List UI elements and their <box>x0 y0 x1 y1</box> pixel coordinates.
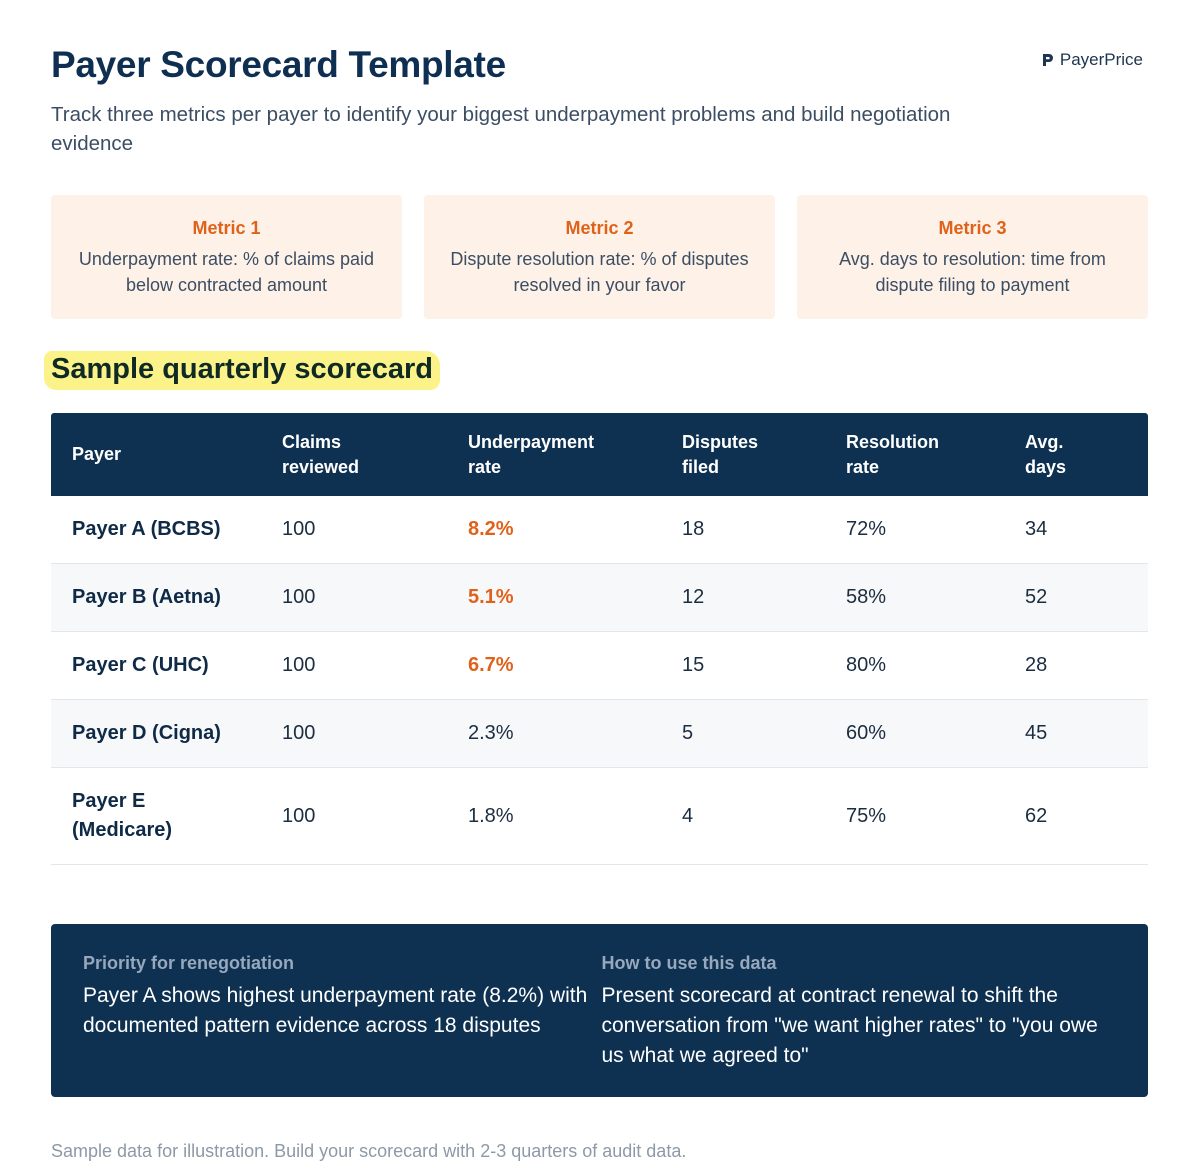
claims-reviewed: 100 <box>282 722 316 744</box>
underpayment-rate: 8.2% <box>468 518 514 540</box>
column-header-resolution: Resolution rate <box>846 431 939 477</box>
disputes-filed: 4 <box>682 804 694 827</box>
avg-days: 52 <box>1025 586 1048 608</box>
avg-days: 34 <box>1025 518 1048 540</box>
payer-name: Payer C (UHC) <box>72 654 209 676</box>
metric-title: Metric 1 <box>192 218 261 238</box>
resolution-rate: 72% <box>846 518 887 540</box>
usage-text: Present scorecard at contract renewal to shift the conversation from "we want higher rates" to "you owe us what we agreed to" <box>601 984 1098 1067</box>
logo-text: PayerPrice <box>1059 50 1143 69</box>
claims-reviewed: 100 <box>282 518 316 540</box>
resolution-rate: 60% <box>846 722 887 744</box>
table-row <box>51 768 1148 865</box>
metric-description: Underpayment rate: % of claims paid below contracted amount <box>78 249 375 295</box>
column-header-payer: Payer <box>72 444 122 464</box>
payer-name: Payer A (BCBS) <box>72 518 221 540</box>
avg-days: 28 <box>1025 654 1048 676</box>
disputes-filed: 15 <box>682 654 705 676</box>
payer-name: Payer E (Medicare) <box>72 790 173 841</box>
disputes-filed: 12 <box>682 586 705 608</box>
disputes-filed: 18 <box>682 518 705 540</box>
underpayment-rate: 1.8% <box>468 804 514 827</box>
priority-text: Payer A shows highest underpayment rate (8.2%) with documented pattern evidence across 18 disputes <box>83 984 588 1037</box>
metric-title: Metric 3 <box>938 218 1007 238</box>
metric-description: Avg. days to resolution: time from dispute filing to payment <box>839 249 1106 295</box>
payer-name: Payer D (Cigna) <box>72 722 221 744</box>
brand-logo <box>1042 50 1143 70</box>
usage-column <box>598 953 1117 1097</box>
avg-days: 45 <box>1025 722 1048 744</box>
resolution-rate: 80% <box>846 654 887 676</box>
payerprice-logo-icon <box>1042 53 1054 67</box>
section-title: Sample quarterly scorecard <box>44 351 440 390</box>
metric-title: Metric 2 <box>565 218 634 238</box>
column-header-disputes: Disputes filed <box>682 431 759 477</box>
payer-name: Payer B (Aetna) <box>72 586 221 608</box>
table-header <box>51 413 1148 496</box>
page-subtitle: Track three metrics per payer to identify your biggest underpayment problems and build negotiation evidence <box>51 103 951 155</box>
footnote: Sample data for illustration. Build your scorecard with 2-3 quarters of audit data. <box>51 1141 687 1161</box>
table-row <box>51 700 1148 768</box>
page-title: Payer Scorecard Template <box>51 44 506 85</box>
scorecard-table <box>51 413 1148 865</box>
underpayment-rate: 5.1% <box>468 586 514 608</box>
priority-label: Priority for renegotiation <box>83 953 295 973</box>
metric-card-3 <box>797 195 1148 319</box>
usage-label: How to use this data <box>601 953 777 973</box>
resolution-rate: 75% <box>846 804 887 827</box>
metric-card-2 <box>424 195 775 319</box>
priority-panel <box>51 924 1148 1097</box>
disputes-filed: 5 <box>682 722 694 744</box>
underpayment-rate: 6.7% <box>468 654 514 676</box>
table-row <box>51 564 1148 632</box>
claims-reviewed: 100 <box>282 804 316 827</box>
column-header-claims: Claims reviewed <box>282 431 360 477</box>
metric-description: Dispute resolution rate: % of disputes resolved in your favor <box>450 249 749 295</box>
resolution-rate: 58% <box>846 586 887 608</box>
underpayment-rate: 2.3% <box>468 722 514 744</box>
table-row <box>51 632 1148 700</box>
column-header-underpayment: Underpayment rate <box>468 431 595 477</box>
column-header-days: Avg. days <box>1025 431 1067 477</box>
claims-reviewed: 100 <box>282 586 316 608</box>
claims-reviewed: 100 <box>282 654 316 676</box>
avg-days: 62 <box>1025 804 1048 827</box>
metric-card-1 <box>51 195 402 319</box>
metric-cards <box>51 195 1148 319</box>
priority-column <box>83 953 598 1097</box>
table-row <box>51 496 1148 564</box>
